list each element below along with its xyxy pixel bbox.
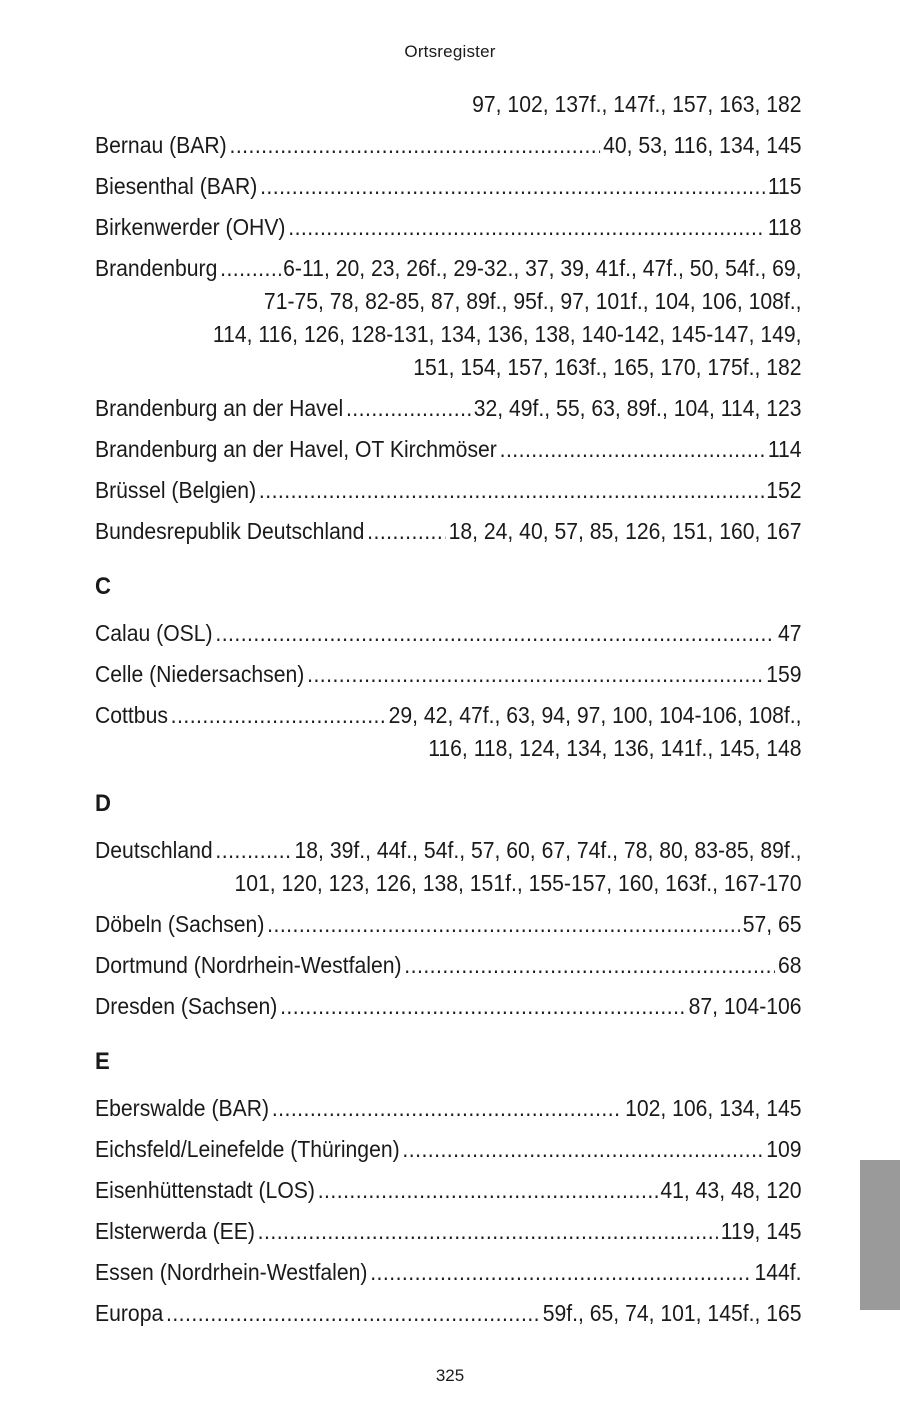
place-name: Dortmund (Nordrhein-Westfalen) bbox=[95, 952, 402, 978]
place-name: Birkenwerder (OHV) bbox=[95, 214, 286, 240]
place-name: Elsterwerda (EE) bbox=[95, 1218, 255, 1244]
leader-dots bbox=[171, 699, 386, 732]
place-name: Bundesrepublik Deutschland bbox=[95, 518, 365, 544]
leader-dots bbox=[259, 474, 764, 507]
page-list: 18, 39f., 44f., 54f., 57, 60, 67, 74f., 78, 80, 83-85, 89f., bbox=[294, 837, 802, 863]
running-header: Ortsregister bbox=[404, 42, 496, 61]
index-entry bbox=[95, 515, 802, 548]
leader-dots bbox=[166, 1297, 540, 1330]
page-list: 40, 53, 116, 134, 145 bbox=[603, 132, 802, 158]
leader-dots bbox=[404, 949, 775, 982]
index-entry bbox=[95, 990, 802, 1023]
leader-dots bbox=[280, 990, 686, 1023]
index-entry bbox=[95, 949, 802, 982]
page-list: 109 bbox=[766, 1136, 802, 1162]
leader-dots bbox=[500, 433, 765, 466]
index-entry bbox=[95, 834, 802, 900]
page-list: 87, 104-106 bbox=[688, 993, 802, 1019]
chapter-thumb-tab bbox=[860, 1160, 900, 1310]
index-entry bbox=[95, 474, 802, 507]
page-list: 29, 42, 47f., 63, 94, 97, 100, 104-106, 108f., bbox=[388, 702, 802, 728]
index-entry bbox=[95, 617, 802, 650]
place-name: Deutschland bbox=[95, 837, 213, 863]
page-list-continuation: 151, 154, 157, 163f., 165, 170, 175f., 182 bbox=[413, 354, 802, 380]
index-entry bbox=[95, 1092, 802, 1125]
page-list: 41, 43, 48, 120 bbox=[660, 1177, 802, 1203]
leader-dots bbox=[215, 617, 775, 650]
place-name: Biesenthal (BAR) bbox=[95, 173, 258, 199]
section-letter-e: E bbox=[95, 1048, 110, 1075]
page-list-continuation: 101, 120, 123, 126, 138, 151f., 155-157, 160, 163f., 167-170 bbox=[234, 870, 802, 896]
index-entry bbox=[95, 1215, 802, 1248]
leader-dots bbox=[220, 252, 280, 285]
page-list: 118 bbox=[767, 214, 802, 240]
place-name: Döbeln (Sachsen) bbox=[95, 911, 265, 937]
place-name: Eisenhüttenstadt (LOS) bbox=[95, 1177, 315, 1203]
leader-dots bbox=[318, 1174, 658, 1207]
page-list-continuation: 97, 102, 137f., 147f., 157, 163, 182 bbox=[472, 91, 802, 117]
leader-dots bbox=[346, 392, 471, 425]
page-list-continuation: 116, 118, 124, 134, 136, 141f., 145, 148 bbox=[428, 735, 802, 761]
page-list-continuation: 71-75, 78, 82-85, 87, 89f., 95f., 97, 101f., 104, 106, 108f., bbox=[263, 288, 802, 314]
index-entry-continuation bbox=[95, 88, 802, 121]
index-entry bbox=[95, 252, 802, 384]
page-list-continuation: 114, 116, 126, 128-131, 134, 136, 138, 140-142, 145-147, 149, bbox=[212, 321, 802, 347]
page-list: 59f., 65, 74, 101, 145f., 165 bbox=[542, 1300, 802, 1326]
index-entry bbox=[95, 211, 802, 244]
place-name: Eichsfeld/Leinefelde (Thüringen) bbox=[95, 1136, 400, 1162]
place-name: Celle (Niedersachsen) bbox=[95, 661, 305, 687]
page-list: 68 bbox=[778, 952, 802, 978]
leader-dots bbox=[370, 1256, 752, 1289]
leader-dots bbox=[402, 1133, 763, 1166]
leader-dots bbox=[229, 129, 600, 162]
index-column bbox=[95, 88, 802, 1338]
index-entry bbox=[95, 170, 802, 203]
section-letter-c: C bbox=[95, 573, 111, 600]
page-list: 159 bbox=[766, 661, 802, 687]
page-list: 102, 106, 134, 145 bbox=[625, 1095, 802, 1121]
page-list: 115 bbox=[767, 173, 802, 199]
leader-dots bbox=[307, 658, 763, 691]
page-list: 18, 24, 40, 57, 85, 126, 151, 160, 167 bbox=[448, 518, 802, 544]
place-name: Europa bbox=[95, 1300, 164, 1326]
index-entry bbox=[95, 908, 802, 941]
index-entry bbox=[95, 129, 802, 162]
leader-dots bbox=[367, 515, 446, 548]
page-list: 6-11, 20, 23, 26f., 29-32., 37, 39, 41f., 47f., 50, 54f., 69, bbox=[283, 255, 802, 281]
place-name: Brüssel (Belgien) bbox=[95, 477, 257, 503]
leader-dots bbox=[260, 170, 765, 203]
place-name: Eberswalde (BAR) bbox=[95, 1095, 270, 1121]
page-list: 152 bbox=[766, 477, 802, 503]
page-list: 144f. bbox=[754, 1259, 802, 1285]
index-entry bbox=[95, 1297, 802, 1330]
page-list: 57, 65 bbox=[742, 911, 802, 937]
index-entry bbox=[95, 433, 802, 466]
place-name: Cottbus bbox=[95, 702, 168, 728]
section-letter-d: D bbox=[95, 790, 111, 817]
index-entry bbox=[95, 1133, 802, 1166]
leader-dots bbox=[267, 908, 740, 941]
index-entry bbox=[95, 1174, 802, 1207]
place-name: Calau (OSL) bbox=[95, 620, 213, 646]
place-name: Brandenburg bbox=[95, 255, 218, 281]
page-number: 325 bbox=[435, 1366, 465, 1385]
place-name: Dresden (Sachsen) bbox=[95, 993, 278, 1019]
index-entry bbox=[95, 699, 802, 765]
leader-dots bbox=[288, 211, 765, 244]
leader-dots bbox=[215, 834, 291, 867]
index-entry bbox=[95, 1256, 802, 1289]
page-list: 32, 49f., 55, 63, 89f., 104, 114, 123 bbox=[473, 395, 802, 421]
leader-dots bbox=[258, 1215, 718, 1248]
place-name: Essen (Nordrhein-Westfalen) bbox=[95, 1259, 368, 1285]
index-entry bbox=[95, 658, 802, 691]
page-list: 114 bbox=[767, 436, 802, 462]
index-entry bbox=[95, 392, 802, 425]
place-name: Bernau (BAR) bbox=[95, 132, 227, 158]
page-list: 119, 145 bbox=[720, 1218, 802, 1244]
place-name: Brandenburg an der Havel, OT Kirchmöser bbox=[95, 436, 497, 462]
leader-dots bbox=[272, 1092, 622, 1125]
page-list: 47 bbox=[778, 620, 802, 646]
place-name: Brandenburg an der Havel bbox=[95, 395, 344, 421]
